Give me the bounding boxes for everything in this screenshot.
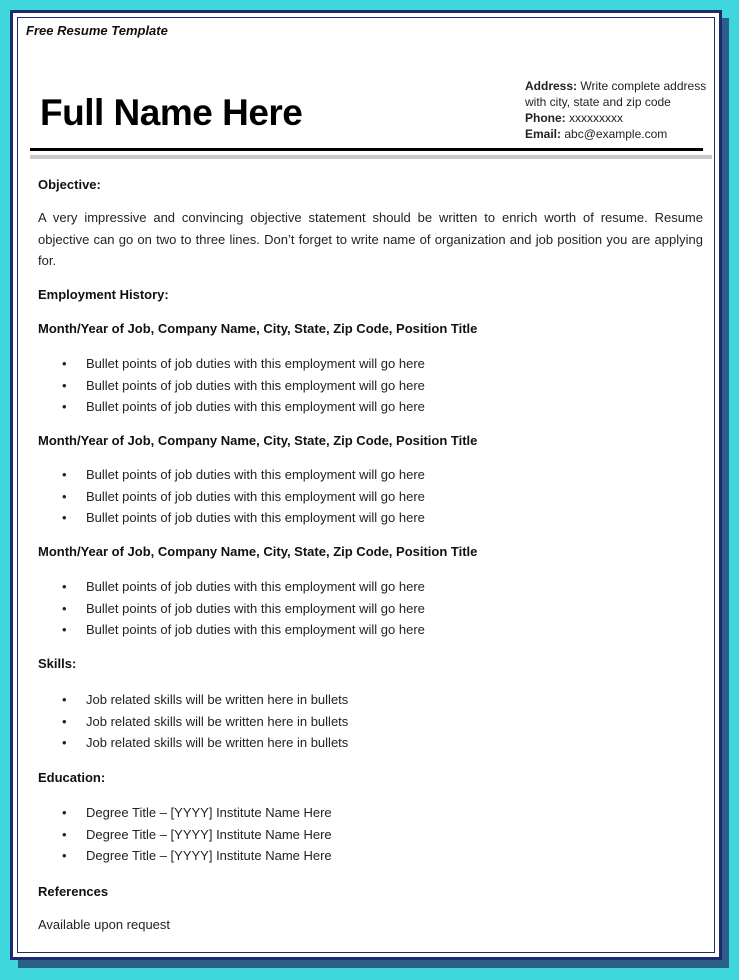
bullet-icon: •	[62, 735, 67, 750]
list-item	[38, 845, 332, 867]
list-item	[38, 598, 425, 620]
employment-heading: Employment History:	[38, 287, 169, 302]
list-item-text: Degree Title – [YYYY] Institute Name Here	[86, 848, 332, 863]
email-line	[525, 126, 715, 142]
address-line	[525, 78, 715, 94]
list-item-text: Bullet points of job duties with this employment will go here	[86, 510, 425, 525]
references-heading: References	[38, 884, 109, 899]
bullet-icon: •	[62, 713, 67, 729]
list-item-text: Bullet points of job duties with this employment will go here	[86, 579, 425, 594]
list-item	[38, 711, 348, 733]
list-item	[38, 353, 425, 375]
list-item	[38, 576, 425, 598]
list-item	[38, 689, 348, 711]
bullet-icon: •	[62, 692, 67, 707]
list-item	[38, 375, 425, 397]
template-label: Free Resume Template	[26, 23, 168, 38]
email-label: Email:	[525, 127, 562, 141]
list-item	[38, 802, 332, 824]
list-item-text: Bullet points of job duties with this employment will go here	[86, 377, 425, 393]
bullet-icon: •	[62, 467, 67, 482]
bullet-icon: •	[62, 377, 67, 393]
full-name-heading: Full Name Here	[40, 92, 303, 133]
phone-line	[525, 110, 715, 126]
header-divider-shadow	[30, 155, 712, 159]
list-item-text: Job related skills will be written here in bullets	[86, 735, 349, 750]
bullet-icon: •	[62, 488, 67, 504]
job-title: Month/Year of Job, Company Name, City, State, Zip Code, Position Title	[38, 433, 478, 448]
bullet-icon: •	[62, 848, 67, 863]
contact-block	[525, 78, 715, 142]
skills-heading: Skills:	[38, 656, 77, 671]
list-item-text: Bullet points of job duties with this employment will go here	[86, 399, 425, 414]
bullet-icon: •	[62, 579, 67, 594]
bullet-icon: •	[62, 356, 67, 371]
list-item	[38, 396, 425, 418]
list-item-text: Bullet points of job duties with this employment will go here	[86, 467, 425, 482]
list-item-text: Degree Title – [YYYY] Institute Name Here	[86, 805, 332, 820]
education-heading: Education:	[38, 770, 106, 785]
list-item-text: Bullet points of job duties with this employment will go here	[86, 488, 425, 504]
list-item	[38, 507, 425, 529]
bullet-icon: •	[62, 622, 67, 637]
address-label: Address:	[525, 79, 578, 93]
job-title: Month/Year of Job, Company Name, City, State, Zip Code, Position Title	[38, 544, 478, 559]
frame-shadow-bottom	[18, 960, 729, 968]
list-item	[38, 619, 425, 641]
bullet-icon: •	[62, 399, 67, 414]
header-divider	[30, 148, 703, 151]
list-item-text: Job related skills will be written here in bullets	[86, 713, 349, 729]
list-item-text: Bullet points of job duties with this employment will go here	[86, 356, 425, 371]
address-value: Write complete address	[580, 79, 707, 93]
bullet-icon: •	[62, 826, 67, 842]
skills-list	[38, 689, 348, 754]
bullet-icon: •	[62, 805, 67, 820]
list-item-text: Degree Title – [YYYY] Institute Name Here	[86, 826, 332, 842]
job-duties-list	[38, 464, 425, 529]
bullet-icon: •	[62, 510, 67, 525]
list-item	[38, 824, 332, 846]
bullet-icon: •	[62, 600, 67, 616]
list-item-text: Bullet points of job duties with this employment will go here	[86, 600, 425, 616]
list-item	[38, 732, 348, 754]
email-value: abc@example.com	[564, 127, 668, 141]
phone-label: Phone:	[525, 111, 566, 125]
phone-value: xxxxxxxxx	[569, 111, 624, 125]
objective-heading: Objective:	[38, 177, 101, 192]
list-item	[38, 486, 425, 508]
list-item	[38, 464, 425, 486]
job-duties-list	[38, 576, 425, 641]
address-line-2: with city, state and zip code	[525, 95, 671, 109]
list-item-text: Job related skills will be written here in bullets	[86, 692, 349, 707]
job-title: Month/Year of Job, Company Name, City, State, Zip Code, Position Title	[38, 321, 478, 336]
frame-shadow-right	[722, 18, 729, 968]
job-duties-list	[38, 353, 425, 418]
references-text: Available upon request	[38, 917, 171, 932]
objective-text: A very impressive and convincing objective statement should be written to enrich worth of resume. Resume objective can go on two to three lines. Don’t forget to write name of organization and job position you are applying for.	[38, 210, 703, 268]
list-item-text: Bullet points of job duties with this employment will go here	[86, 622, 425, 637]
education-list	[38, 802, 332, 867]
